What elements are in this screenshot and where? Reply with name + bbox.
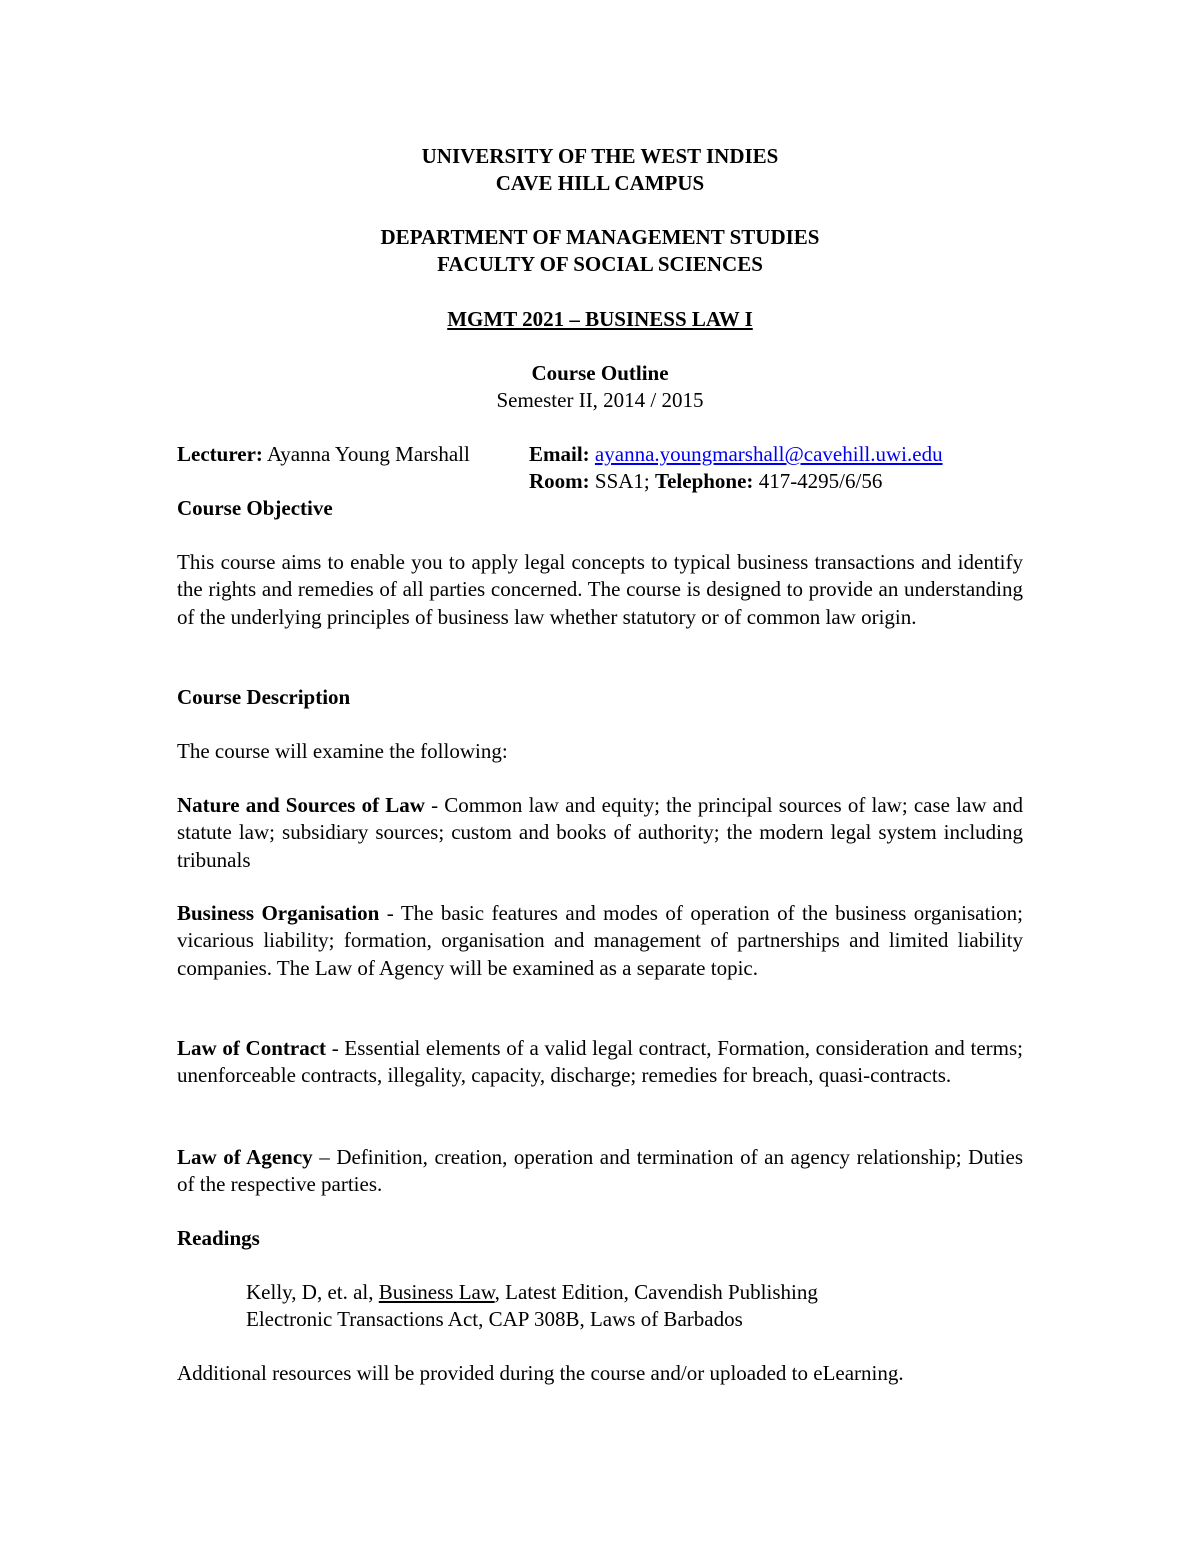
reading-item: [246, 1279, 818, 1306]
campus-name: CAVE HILL CAMPUS: [495, 171, 705, 195]
course-code-title: MGMT 2021 – BUSINESS LAW I: [447, 307, 753, 331]
topic-business-organisation: [177, 900, 1023, 982]
email-link[interactable]: ayanna.youngmarshall@cavehill.uwi.edu: [594, 442, 943, 466]
topic-law-of-agency: [177, 1144, 1023, 1199]
reading-details: , Latest Edition, Cavendish Publishing: [494, 1280, 818, 1304]
additional-resources-note: Additional resources will be provided during the course and/or uploaded to eLearning.: [177, 1361, 904, 1385]
description-heading: Course Description: [177, 685, 351, 709]
telephone-label: Telephone:: [655, 469, 754, 493]
university-name: UNIVERSITY OF THE WEST INDIES: [421, 144, 779, 168]
topic-title: Business Organisation: [177, 901, 380, 925]
topic-text: - Essential elements of a valid legal contract, Formation, consideration and terms; unenforceable contracts, illegality, capacity, discharge; remedies for breach, quasi-contracts.: [177, 1036, 1023, 1088]
email-label: Email:: [529, 442, 590, 466]
topic-text: – Definition, creation, operation and termination of an agency relationship; Duties of the respective parties.: [177, 1145, 1023, 1197]
reading-item: [246, 1306, 743, 1333]
room-line: [529, 468, 882, 495]
readings-heading: Readings: [177, 1226, 260, 1250]
semester: Semester II, 2014 / 2015: [496, 388, 704, 412]
topic-title: Nature and Sources of Law: [177, 793, 425, 817]
reading-title: Business Law: [378, 1280, 495, 1304]
topic-nature-sources: [177, 792, 1023, 874]
description-intro: The course will examine the following:: [177, 739, 508, 763]
topic-title: Law of Contract: [177, 1036, 327, 1060]
topic-text: - The basic features and modes of operation of the business organisation; vicarious liability; formation, organisation and management of partnerships and limited liability companies. The Law of Agency will be examined as a separate topic.: [177, 901, 1023, 980]
topic-law-of-contract: [177, 1035, 1023, 1090]
room-value: SSA1;: [594, 469, 650, 493]
lecturer-label: Lecturer:: [177, 442, 263, 466]
department-name: DEPARTMENT OF MANAGEMENT STUDIES: [380, 225, 820, 249]
objective-heading: Course Objective: [177, 496, 333, 520]
reading-author: Kelly, D, et. al,: [246, 1280, 379, 1304]
lecturer-line: [177, 441, 470, 468]
outline-title: Course Outline: [531, 361, 669, 385]
lecturer-name: Ayanna Young Marshall: [267, 442, 470, 466]
topic-title: Law of Agency: [177, 1145, 313, 1169]
faculty-name: FACULTY OF SOCIAL SCIENCES: [437, 252, 763, 276]
email-line: [529, 441, 943, 468]
telephone-value: 417-4295/6/56: [758, 469, 883, 493]
room-label: Room:: [529, 469, 590, 493]
reading-author: Electronic Transactions Act, CAP 308B, Laws of Barbados: [246, 1307, 743, 1331]
objective-text: This course aims to enable you to apply legal concepts to typical business transactions and identify the rights and remedies of all parties concerned. The course is designed to provide an understanding of the underlying principles of business law whether statutory or of common law origin.: [177, 550, 1023, 629]
topic-text: - Common law and equity; the principal sources of law; case law and statute law; subsidiary sources; custom and books of authority; the modern legal system including tribunals: [177, 793, 1023, 872]
